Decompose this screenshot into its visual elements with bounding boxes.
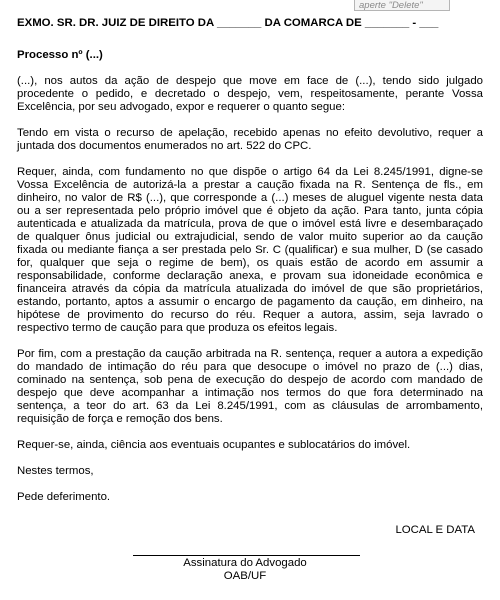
court-heading: EXMO. SR. DR. JUIZ DE DIREITO DA _______ DA COMARCA DE _______ - ___	[17, 17, 439, 29]
paragraph-bond-request: Requer, ainda, com fundamento no que dispõe o artigo 64 da Lei 8.245/1991, digne-se Vossa Excelência de autorizá-la a prestar a caução fixada na R. Sentença de fls., em dinheiro, no valor de R$ (...), que corresponde a (...) meses de aluguel vigente nesta data ou a ser representada pelo próprio imóvel que é objeto da ação. Para tanto, junta cópia autenticada e atualizada da matrícula, prova de que o imóvel está livre e desembaraçado de qualquer ônus judicial ou extrajudicial, sendo de valor muito superior ao da caução fixada ou mediante fiança a ser prestada pelo Sr. C (qualificar) e sua mulher, D (se casado for, qualquer que seja o regime de bem), os quais estão de acordo em assumir a responsabilidade, conforme declaração anexa, e provam sua idoneidade econômica e financeira através da cópia da matrícula atualizada do imóvel de que são proprietários, estando, portanto, aptos a assumir o encargo de pagamento da caução, em dinheiro, na hipótese de provimento do recurso do réu. Requer a autora, assim, seja lavrado o respectivo termo de caução para que produza os efeitos legais.	[17, 166, 483, 334]
closing-terms: Nestes termos,	[17, 465, 94, 477]
petition-document	[17, 17, 483, 537]
paragraph-intro: (...), nos autos da ação de despejo que move em face de (...), tendo sido julgado procedente o pedido, e decretado o despejo, vem, respeitosamente, perante Vossa Excelência, por seu advogado, expor e requerer o quanto segue:	[17, 75, 483, 113]
paragraph-appeal: Tendo em vista o recurso de apelação, recebido apenas no efeito devolutivo, requer a juntada dos documentos enumerados no art. 522 do CPC.	[17, 127, 483, 152]
oab-label: OAB/UF	[223, 570, 267, 582]
place-and-date: LOCAL E DATA	[395, 524, 475, 536]
signature-label: Assinatura do Advogado	[183, 557, 307, 569]
closing-request: Pede deferimento.	[17, 491, 111, 503]
paragraph-occupants: Requer-se, ainda, ciência aos eventuais ocupantes e sublocatários do imóvel.	[17, 439, 411, 451]
process-number: Processo nº (...)	[17, 49, 103, 61]
delete-hint-tab: aperte "Delete"	[354, 0, 450, 11]
paragraph-eviction-order: Por fim, com a prestação da caução arbitrada na R. sentença, requer a autora a expedição do mandado de intimação do réu para que desocupe o imóvel no prazo de (...) dias, cominado na sentença, sob pena de execução do despejo de acordo com mandado de despejo que deve acompanhar a intimação nos termos do que fora determinado na sentença, a teor do art. 63 da Lei 8.245/1991, com as cláusulas de arrombamento, requisição de força e remoção dos bens.	[17, 348, 483, 425]
signature-line	[133, 555, 360, 556]
